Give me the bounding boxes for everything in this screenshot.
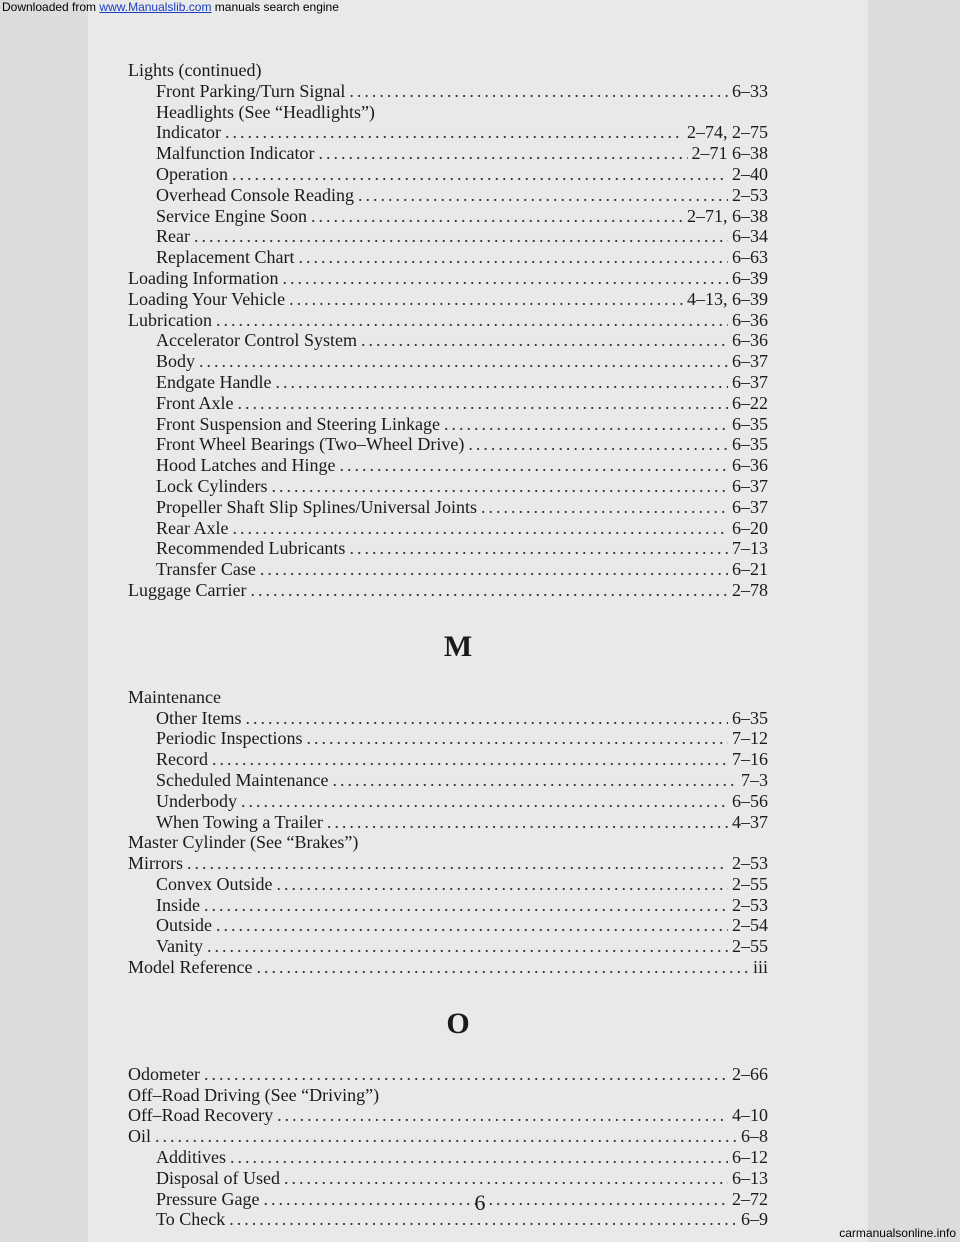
index-entry-label: When Towing a Trailer	[156, 811, 323, 832]
index-entry-label: Indicator	[156, 122, 221, 143]
index-entry	[128, 915, 768, 936]
index-entry-label: Front Axle	[156, 392, 234, 413]
dot-leader	[318, 143, 687, 164]
section-letter-heading: O	[446, 1006, 470, 1040]
index-entry-page: 2–71 6–38	[691, 143, 768, 164]
index-entry	[128, 102, 768, 123]
dot-leader	[207, 936, 728, 957]
index-entry	[128, 538, 768, 559]
index-entry-page: 2–53	[732, 853, 768, 874]
index-entry	[128, 874, 768, 895]
index-entry-page: 7–13	[732, 538, 768, 559]
dot-leader	[225, 122, 683, 143]
index-entry-label: Additives	[156, 1147, 226, 1168]
index-entry-label: Convex Outside	[156, 873, 273, 894]
index-entry-page: 7–12	[732, 728, 768, 749]
index-entry-page: 4–13, 6–39	[687, 288, 768, 309]
index-entry-label: Off–Road Driving (See “Driving”)	[128, 1084, 380, 1105]
index-entry-page: 2–78	[732, 579, 768, 600]
index-entry-page: 6–36	[732, 330, 768, 351]
index-entry	[128, 812, 768, 833]
index-entry-page: 2–72	[732, 1188, 768, 1209]
index-entry	[128, 1126, 768, 1147]
index-entry	[128, 81, 768, 102]
index-entry-label: Front Wheel Bearings (Two–Wheel Drive)	[156, 434, 465, 455]
dot-leader	[216, 310, 728, 331]
index-entry-label: Vanity	[156, 936, 203, 957]
dot-leader	[349, 538, 728, 559]
index-entry-page: 6–36	[732, 309, 768, 330]
index-entry-label: Master Cylinder (See “Brakes”)	[128, 832, 359, 853]
index-entry-page: 6–20	[732, 517, 768, 538]
index-entry-page: 6–35	[732, 434, 768, 455]
dot-leader	[468, 434, 728, 455]
index-entry-page: 6–35	[732, 707, 768, 728]
dot-leader	[238, 393, 728, 414]
index-entry-page: 2–55	[732, 873, 768, 894]
index-entry-label: Lights (continued)	[128, 60, 262, 80]
index-entry-label: Headlights (See “Headlights”)	[156, 101, 375, 122]
index-entry-label: Replacement Chart	[156, 247, 295, 268]
page-number: 6	[474, 1190, 486, 1215]
dot-leader	[256, 957, 749, 978]
manualslib-link[interactable]: www.Manualslib.com	[99, 0, 212, 14]
index-entry	[128, 559, 768, 580]
index-entry-label: Hood Latches and Hinge	[156, 455, 336, 476]
index-entry-page: 6–37	[732, 371, 768, 392]
index-entry	[128, 1147, 768, 1168]
dot-leader	[277, 1105, 728, 1126]
dot-leader	[212, 749, 728, 770]
index-entry-label: Off–Road Recovery	[128, 1105, 274, 1126]
index-entry	[128, 185, 768, 206]
dot-leader	[230, 1147, 728, 1168]
index-entry	[128, 351, 768, 372]
dot-leader	[361, 330, 728, 351]
dot-leader	[232, 164, 728, 185]
index-entry-page: 2–54	[732, 915, 768, 936]
index-entry-label: Recommended Lubricants	[156, 538, 346, 559]
index-entry-page: iii	[752, 957, 768, 978]
index-entry-label: Endgate Handle	[156, 371, 272, 392]
index-entry	[128, 310, 768, 331]
dot-leader	[187, 853, 728, 874]
index-entry	[128, 372, 768, 393]
banner-prefix: Downloaded from	[2, 0, 97, 14]
download-banner	[0, 0, 960, 20]
index-entry	[128, 749, 768, 770]
index-entry-page: 6–33	[732, 80, 768, 101]
index-entry-label: Other Items	[156, 707, 242, 728]
index-entry	[128, 289, 768, 310]
index-entry	[128, 414, 768, 435]
index-entry	[128, 687, 768, 708]
index-entry-page: 6–13	[732, 1167, 768, 1188]
section-letter-heading: M	[443, 629, 473, 663]
index-entry-label: Propeller Shaft Slip Splines/Universal Joints	[156, 496, 477, 517]
index-entry	[128, 226, 768, 247]
dot-leader	[271, 476, 728, 497]
index-entry	[128, 895, 768, 916]
dot-leader	[339, 455, 728, 476]
index-entry-label: Lock Cylinders	[156, 475, 268, 496]
index-entry	[128, 518, 768, 539]
index-entry	[128, 122, 768, 143]
index-entry	[128, 1168, 768, 1189]
index-entry-label: Odometer	[128, 1063, 200, 1084]
index-entry-page: 6–56	[732, 790, 768, 811]
index-entry-page: 4–37	[732, 811, 768, 832]
dot-leader	[481, 497, 728, 518]
index-entry-label: Loading Information	[128, 267, 279, 288]
index-entry-label: Disposal of Used	[156, 1167, 280, 1188]
index-entry-page: 6–8	[741, 1126, 768, 1147]
dot-leader	[204, 1064, 728, 1085]
index-entry	[128, 957, 768, 978]
index-entry-label: Oil	[128, 1126, 152, 1147]
index-entry-label: Maintenance	[128, 686, 221, 707]
index-entry-label: Accelerator Control System	[156, 330, 357, 351]
index-entry-label: Body	[156, 351, 196, 372]
index-entry-page: 7–16	[732, 749, 768, 770]
dot-leader	[155, 1126, 737, 1147]
dot-leader	[260, 559, 728, 580]
dot-leader	[204, 895, 728, 916]
dot-leader	[311, 206, 683, 227]
dot-leader	[245, 708, 728, 729]
dot-leader	[327, 812, 728, 833]
index-entry-label: Transfer Case	[156, 559, 256, 580]
index-entry-page: 2–71, 6–38	[687, 205, 768, 226]
index-entry-label: To Check	[156, 1209, 226, 1230]
index-entry-label: Luggage Carrier	[128, 579, 247, 600]
index-entry	[128, 791, 768, 812]
index-entry-page: 6–34	[732, 226, 768, 247]
dot-leader	[275, 372, 728, 393]
index-entry-label: Outside	[156, 915, 212, 936]
index-entry	[128, 708, 768, 729]
dot-leader	[358, 185, 728, 206]
index-entry-page: 6–63	[732, 247, 768, 268]
index-entry-label: Service Engine Soon	[156, 205, 307, 226]
index-entry-label: Periodic Inspections	[156, 728, 303, 749]
index-entry-page: 6–35	[732, 413, 768, 434]
index-entry	[128, 60, 768, 81]
dot-leader	[250, 580, 728, 601]
index-entry-page: 2–66	[732, 1063, 768, 1084]
index-entry	[128, 455, 768, 476]
index-entry-label: Model Reference	[128, 957, 253, 978]
index-entry-label: Malfunction Indicator	[156, 143, 315, 164]
index-entry-page: 6–37	[732, 351, 768, 372]
dot-leader	[216, 915, 728, 936]
index-entry-label: Rear	[156, 226, 190, 247]
index-entry	[128, 206, 768, 227]
index-entry-label: Loading Your Vehicle	[128, 288, 286, 309]
index-entry-page: 4–10	[732, 1105, 768, 1126]
dot-leader	[444, 414, 728, 435]
index-entry-page: 6–37	[732, 475, 768, 496]
index-entry	[128, 268, 768, 289]
index-entry	[128, 1105, 768, 1126]
index-entry-page: 6–36	[732, 455, 768, 476]
index-entry-label: Lubrication	[128, 309, 212, 330]
index-entry	[128, 1085, 768, 1106]
index-entry	[128, 434, 768, 455]
index-entry	[128, 770, 768, 791]
index-entry-page: 2–74, 2–75	[687, 122, 768, 143]
index-entry	[128, 143, 768, 164]
index-entry-label: Overhead Console Reading	[156, 184, 354, 205]
index-entry	[128, 330, 768, 351]
index-entry	[128, 393, 768, 414]
index-entry	[128, 497, 768, 518]
dot-leader	[289, 289, 683, 310]
index-entry-page: 6–9	[741, 1209, 768, 1230]
index-entry-label: Scheduled Maintenance	[156, 769, 329, 790]
index-entry-page: 6–39	[732, 267, 768, 288]
index-entry-page: 6–37	[732, 496, 768, 517]
index-entry	[128, 1064, 768, 1085]
index-entry-page: 2–40	[732, 163, 768, 184]
dot-leader	[282, 268, 728, 289]
index-entry-page: 6–21	[732, 559, 768, 580]
dot-leader	[349, 81, 728, 102]
dot-leader	[277, 874, 729, 895]
dot-leader	[194, 226, 728, 247]
index-entry-label: Record	[156, 749, 208, 770]
index-entry	[128, 476, 768, 497]
index-entry-page: 7–3	[741, 769, 768, 790]
index-list	[128, 60, 768, 1230]
index-entry	[128, 853, 768, 874]
index-entry-page: 2–53	[732, 184, 768, 205]
index-entry-label: Operation	[156, 163, 228, 184]
index-entry-label: Rear Axle	[156, 517, 229, 538]
index-entry	[128, 247, 768, 268]
index-entry-label: Mirrors	[128, 853, 183, 874]
dot-leader	[241, 791, 728, 812]
index-entry-label: Underbody	[156, 790, 237, 811]
index-entry-label: Front Parking/Turn Signal	[156, 80, 346, 101]
dot-leader	[199, 351, 728, 372]
index-entry	[128, 832, 768, 853]
index-entry-label: Front Suspension and Steering Linkage	[156, 413, 440, 434]
index-entry-page: 6–12	[732, 1147, 768, 1168]
index-entry-page: 2–53	[732, 894, 768, 915]
dot-leader	[232, 518, 728, 539]
index-entry	[128, 936, 768, 957]
dot-leader	[306, 728, 728, 749]
index-entry-page: 2–55	[732, 936, 768, 957]
index-entry	[128, 728, 768, 749]
dot-leader	[332, 770, 737, 791]
banner-suffix: manuals search engine	[214, 0, 339, 14]
index-entry-label: Pressure Gage	[156, 1188, 260, 1209]
index-entry-page: 6–22	[732, 392, 768, 413]
dot-leader	[284, 1168, 728, 1189]
index-entry-label: Inside	[156, 894, 200, 915]
index-entry	[128, 164, 768, 185]
watermark-footer: carmanualsonline.info	[839, 1226, 956, 1240]
dot-leader	[298, 247, 728, 268]
index-entry	[128, 580, 768, 601]
